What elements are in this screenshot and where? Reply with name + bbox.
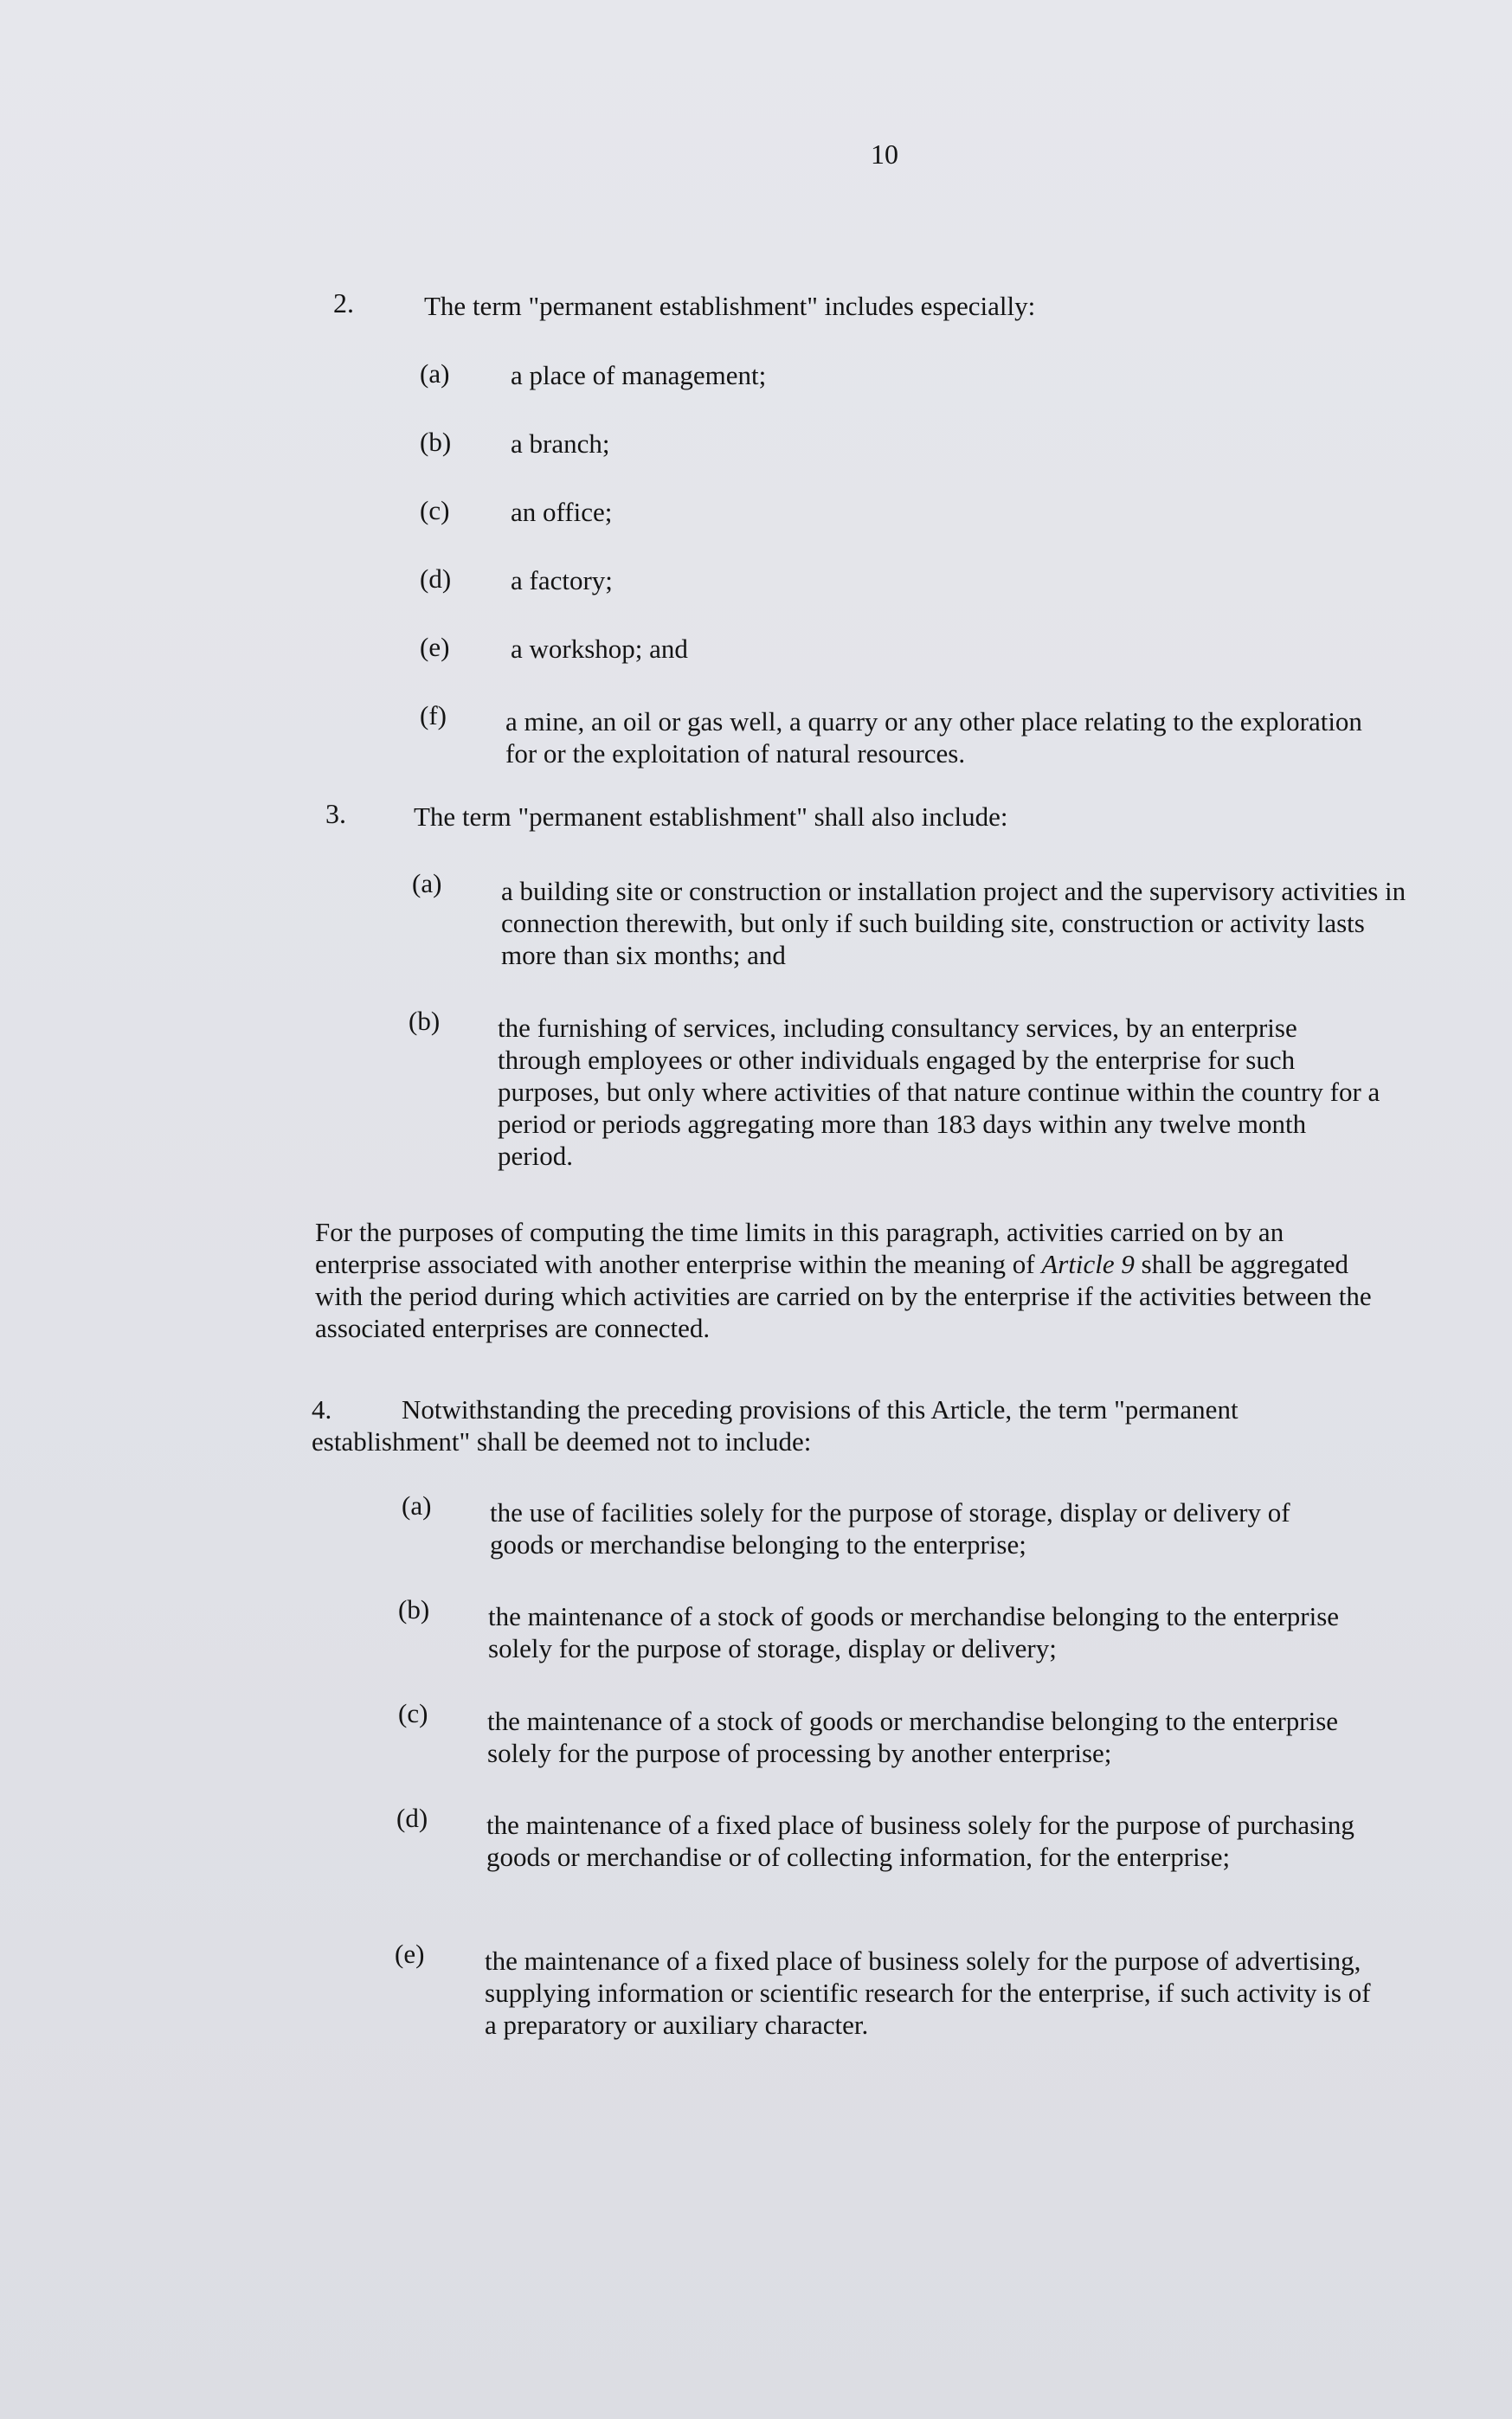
- para-2-item-f-text: a mine, an oil or gas well, a quarry or any other place relating to the exploration for or the exploitation of natural resources.: [505, 706, 1362, 769]
- para-3-item-b-label: (b): [409, 1006, 441, 1036]
- para-4-item-d-label: (d): [396, 1803, 428, 1833]
- para-2-item-a-text: a place of management;: [511, 360, 767, 390]
- para-4-item-c-text: the maintenance of a stock of goods or merchandise belonging to the enterprise solely for the purpose of processing by another enterprise;: [487, 1706, 1339, 1768]
- para-4-intro-block: [312, 1393, 1385, 1457]
- para-4-item-a-label: (a): [402, 1490, 432, 1521]
- para-4-item-c-label: (c): [398, 1698, 428, 1728]
- para-2-item-c-label: (c): [420, 495, 450, 525]
- para-3-item-a-label: (a): [412, 868, 442, 898]
- page-number: 10: [871, 138, 898, 170]
- para-2-number: 2.: [333, 287, 354, 318]
- para-2-item-a-label: (a): [420, 358, 450, 389]
- para-2-item-e-label: (e): [420, 632, 450, 662]
- para-4-item-e-text: the maintenance of a fixed place of business solely for the purpose of advertising, supplying information or scientific research for the enterprise, if such activity is of a preparatory or auxiliary character.: [485, 1946, 1371, 2040]
- para-3-number: 3.: [325, 798, 346, 829]
- para-4-item-e-label: (e): [395, 1939, 425, 1969]
- para-2-item-d-label: (d): [420, 563, 452, 594]
- para-4-item-d-text: the maintenance of a fixed place of business solely for the purpose of purchasing goods or merchandise or of collecting information, for the enterprise;: [486, 1810, 1354, 1872]
- para-2-item-d-text: a factory;: [511, 565, 613, 595]
- para-4-item-b-label: (b): [398, 1594, 430, 1624]
- para-2-item-b-label: (b): [420, 427, 452, 457]
- para-4-number: 4.: [312, 1394, 332, 1425]
- para-2-item-c-text: an office;: [511, 497, 613, 527]
- para-3-item-a-text: a building site or construction or installation project and the supervisory activities in connection therewith, but only if such building site, construction or activity lasts more than six months; and: [501, 876, 1406, 970]
- para-4-item-a-text: the use of facilities solely for the purpose of storage, display or delivery of goods or merchandise belonging to the enterprise;: [490, 1497, 1290, 1560]
- para-2-intro: The term "permanent establishment" includes especially:: [424, 291, 1036, 321]
- para-3-intro: The term "permanent establishment" shall also include:: [414, 801, 1008, 832]
- para-2-item-b-text: a branch;: [511, 428, 610, 459]
- article-9-reference: Article 9: [1041, 1249, 1135, 1279]
- para-3-item-b-text: the furnishing of services, including consultancy services, by an enterprise through employees or other individuals engaged by the enterprise for such purposes, but only where activities of that nature continue within the country for a period or periods aggregating more than 183 days within any twelve month period.: [498, 1013, 1380, 1171]
- para-4-intro: Notwithstanding the preceding provisions of this Article, the term "permanent establishment" shall be deemed not to include:: [312, 1394, 1239, 1457]
- para-2-item-f-label: (f): [420, 700, 447, 730]
- para-4-item-b-text: the maintenance of a stock of goods or merchandise belonging to the enterprise solely for the purpose of storage, display or delivery;: [488, 1601, 1340, 1663]
- para-2-item-e-text: a workshop; and: [511, 634, 688, 664]
- para-3-closing: For the purposes of computing the time limits in this paragraph, activities carried on by an enterprise associated with another enterprise within the meaning of Article 9 shall be aggregated with the period during which activities are carried on by the enterprise if the activities between the associated enterprises are connected.: [315, 1217, 1372, 1343]
